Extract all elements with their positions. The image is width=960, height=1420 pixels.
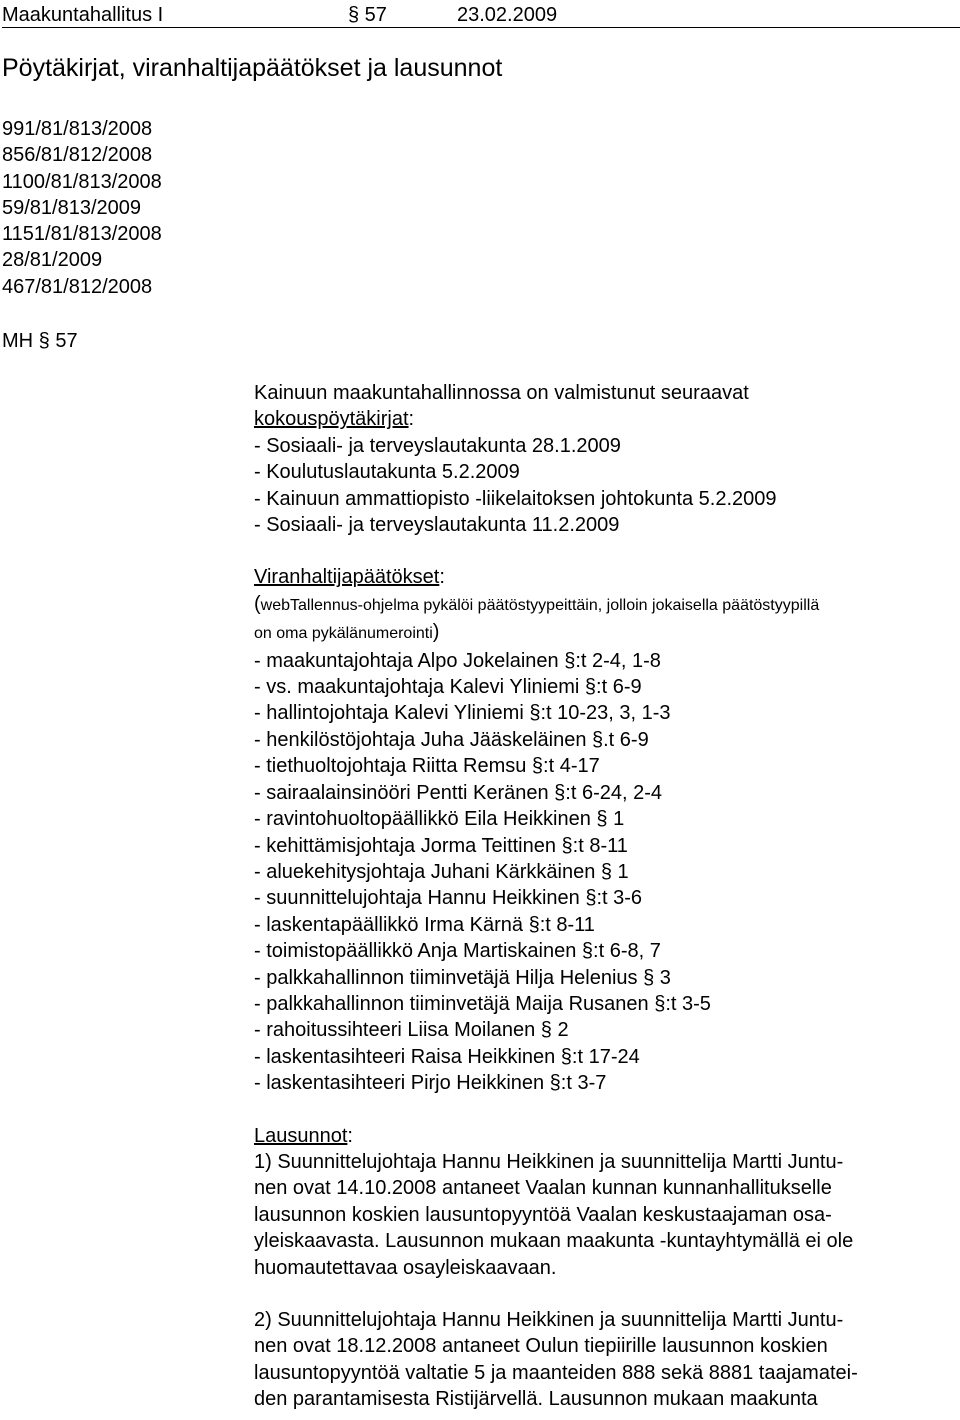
note-open-paren: (	[254, 592, 261, 615]
minutes-item: - Sosiaali- ja terveyslautakunta 28.1.2009	[254, 434, 621, 457]
reference-number-list	[2, 116, 162, 300]
decisions-heading: Viranhaltijapäätökset	[254, 566, 440, 589]
reference-number: 467/81/812/2008	[2, 275, 153, 298]
minutes-item: - Koulutuslautakunta 5.2.2009	[254, 461, 520, 484]
minutes-heading: kokouspöytäkirjat	[254, 408, 409, 431]
page-title: Pöytäkirjat, viranhaltijapäätökset ja lausunnot	[2, 54, 503, 82]
decision-item: - toimistopäällikkö Anja Martiskainen §:t 6-8, 7	[254, 940, 661, 963]
statement-line: nen ovat 14.10.2008 antaneet Vaalan kunnan kunnanhallitukselle	[254, 1177, 832, 1200]
decision-item: - aluekehitysjohtaja Juhani Kärkkäinen § 1	[254, 860, 629, 883]
statement-line: nen ovat 18.12.2008 antaneet Oulun tiepiirille lausunnon koskien	[254, 1335, 828, 1358]
decision-item: - hallintojohtaja Kalevi Yliniemi §:t 10-23, 3, 1-3	[254, 702, 671, 725]
statement-line: lausunnon koskien lausuntopyyntöä Vaalan keskustaajaman osa-	[254, 1203, 832, 1226]
reference-number: 856/81/812/2008	[2, 144, 153, 167]
reference-number: 28/81/2009	[2, 249, 103, 272]
minutes-heading-line	[254, 406, 954, 432]
decision-item: - palkkahallinnon tiiminvetäjä Maija Rusanen §:t 3-5	[254, 992, 711, 1015]
statements-heading-colon: :	[347, 1124, 353, 1147]
minutes-heading-colon: :	[408, 408, 415, 431]
decisions-note-2: on oma pykälänumerointi	[254, 625, 433, 643]
decision-item: - vs. maakuntajohtaja Kalevi Yliniemi §:t 6-9	[254, 676, 642, 699]
statement-line: den parantamisesta Ristijärvellä. Lausunnon mukaan maakunta	[254, 1388, 818, 1411]
statement-line: yleiskaavasta. Lausunnon mukaan maakunta -kuntayhtymällä ei ole	[254, 1230, 854, 1253]
statement-line: huomautettavaa osayleiskaavaan.	[254, 1256, 557, 1279]
mh-section-label: MH § 57	[2, 330, 78, 352]
decisions-note-line	[254, 591, 954, 619]
header-organization: Maakuntahallitus I	[2, 4, 164, 26]
reference-number: 59/81/813/2009	[2, 196, 142, 219]
decision-item: - kehittämisjohtaja Jorma Teittinen §:t 8-11	[254, 834, 628, 857]
minutes-item: - Sosiaali- ja terveyslautakunta 11.2.2009	[254, 514, 620, 537]
decision-item: - laskentasihteeri Raisa Heikkinen §:t 17-24	[254, 1045, 640, 1068]
header-rule	[2, 27, 960, 28]
minutes-item: - Kainuun ammattiopisto -liikelaitoksen johtokunta 5.2.2009	[254, 487, 777, 510]
spacer	[254, 538, 954, 564]
decision-item: - rahoitussihteeri Liisa Moilanen § 2	[254, 1019, 569, 1042]
decision-item: - laskentapäällikkö Irma Kärnä §:t 8-11	[254, 913, 595, 936]
decision-item: - sairaalainsinööri Pentti Keränen §:t 6-24, 2-4	[254, 781, 663, 804]
header-date: 23.02.2009	[457, 4, 558, 26]
decision-item: - palkkahallinnon tiiminvetäjä Hilja Helenius § 3	[254, 966, 671, 989]
decision-item: - tiethuoltojohtaja Riitta Remsu §:t 4-17	[254, 755, 600, 778]
decisions-note-line	[254, 619, 954, 647]
decisions-heading-line	[254, 564, 954, 590]
reference-number: 991/81/813/2008	[2, 118, 153, 140]
decision-item: - suunnittelujohtaja Hannu Heikkinen §:t 3-6	[254, 887, 643, 910]
decisions-heading-colon: :	[439, 566, 445, 589]
decision-item: - maakuntajohtaja Alpo Jokelainen §:t 2-4, 1-8	[254, 649, 661, 672]
statements-heading-line	[254, 1123, 954, 1149]
decision-item: - laskentasihteeri Pirjo Heikkinen §:t 3-7	[254, 1072, 607, 1095]
spacer	[254, 1281, 954, 1307]
decisions-note-1: webTallennus-ohjelma pykälöi päätöstyypeittäin, jolloin jokaisella päätöstyypillä	[260, 596, 820, 614]
reference-number: 1100/81/813/2008	[2, 170, 162, 193]
header-section: § 57	[348, 4, 387, 26]
statement-line: 2) Suunnittelujohtaja Hannu Heikkinen ja suunnittelija Martti Juntu-	[254, 1309, 844, 1331]
decision-item: - ravintohuoltopäällikkö Eila Heikkinen § 1	[254, 808, 625, 831]
reference-number: 1151/81/813/2008	[2, 223, 162, 246]
page-header	[2, 2, 960, 30]
statement-line: 1) Suunnittelujohtaja Hannu Heikkinen ja suunnittelija Martti Juntu-	[254, 1150, 844, 1173]
statement-line: lausuntopyyntöä valtatie 5 ja maanteiden 888 sekä 8881 taajamatei-	[254, 1361, 858, 1384]
note-close-paren: )	[432, 621, 440, 644]
spacer	[254, 1097, 954, 1123]
decision-item: - henkilöstöjohtaja Juha Jääskeläinen §.t 6-9	[254, 728, 649, 751]
document-body	[254, 380, 954, 1413]
intro-text: Kainuun maakuntahallinnossa on valmistunut seuraavat	[254, 382, 749, 404]
statements-heading: Lausunnot	[254, 1124, 348, 1147]
